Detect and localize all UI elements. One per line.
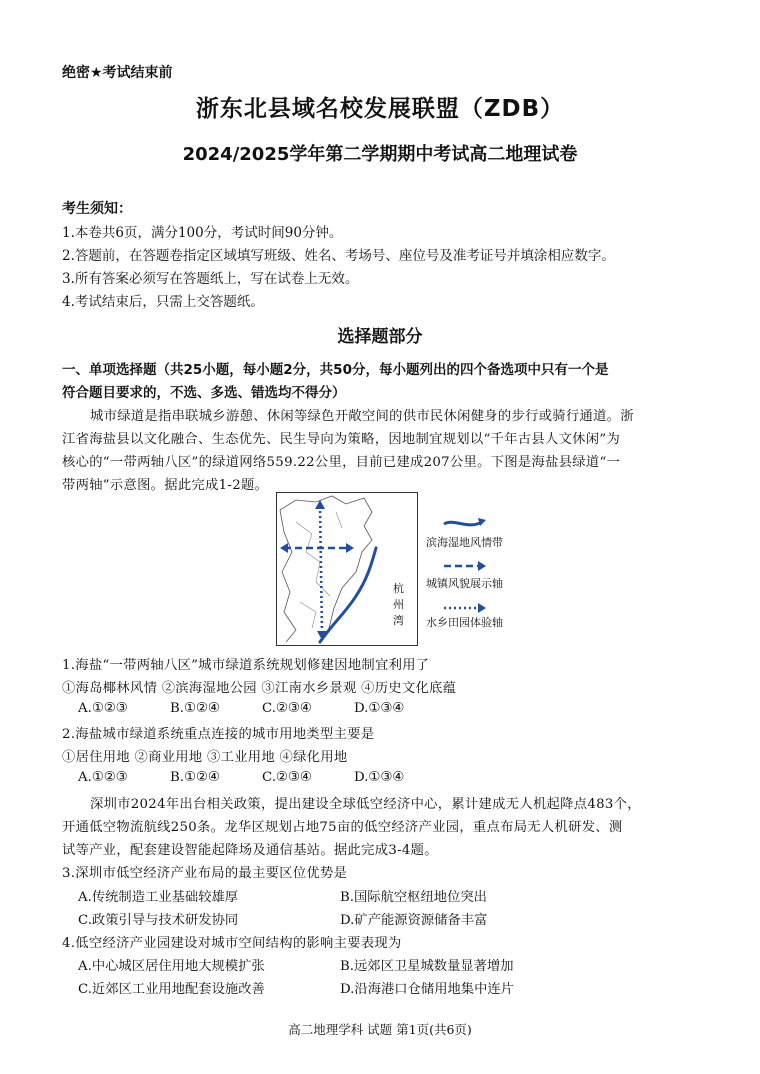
map-label: 杭 <box>393 582 404 595</box>
option-a: A.①②③ <box>78 770 128 785</box>
question-items: ①居住用地 ②商业用地 ③工业用地 ④绿化用地 <box>62 750 348 765</box>
passage-line: 开通低空物流航线250条。龙华区规划占地75亩的低空经济产业园，重点布局无人机研发、测 <box>62 820 623 835</box>
option-c: C.②③④ <box>262 701 312 716</box>
option-a: A.①②③ <box>78 701 128 716</box>
section-title: 选择题部分 <box>337 327 423 347</box>
exam-title: 浙东北县域名校发展联盟（ZDB） <box>195 96 565 122</box>
option-b: B.远郊区卫星城数量显著增加 <box>340 959 514 974</box>
passage-line: 带两轴”示意图。据此完成1-2题。 <box>62 478 269 493</box>
notes-title: 考生须知： <box>62 201 132 217</box>
page-footer: 高二地理学科 试题 第1页(共6页) <box>288 1022 472 1037</box>
confidential-label: 绝密★考试结束前 <box>62 65 173 81</box>
question-stem: 3.深圳市低空经济产业布局的最主要区位优势是 <box>62 866 348 881</box>
question-stem: 2.海盐城市绿道系统重点连接的城市用地类型主要是 <box>62 727 375 742</box>
note-item: 1.本卷共6页，满分100分，考试时间90分钟。 <box>62 225 343 241</box>
part-heading: 一、单项选择题（共25小题，每小题2分，共50分，每小题列出的四个备选项中只有一个是 <box>62 362 609 378</box>
option-c: C.②③④ <box>262 770 312 785</box>
passage-line: 核心的“一带两轴八区”的绿道网络559.22公里，目前已建成207公里。下图是海盐县绿道“一 <box>62 455 621 470</box>
passage-line: 试等产业，配套建设智能起降场及通信基站。据此完成3-4题。 <box>62 843 438 858</box>
part-heading: 符合题目要求的，不选、多选、错选均不得分） <box>62 385 346 401</box>
option-d: D.矿产能源资源储备丰富 <box>340 913 488 928</box>
legend-label: 滨海湿地风情带 <box>426 536 503 549</box>
note-item: 3.所有答案必须写在答题纸上，写在试卷上无效。 <box>62 271 359 287</box>
question-stem: 4.低空经济产业园建设对城市空间结构的影响主要表现为 <box>62 936 402 951</box>
question-items: ①海岛椰林风情 ②滨海湿地公园 ③江南水乡景观 ④历史文化底蕴 <box>62 681 457 696</box>
option-b: B.①②④ <box>170 770 220 785</box>
question-stem: 1.海盐“一带两轴八区”城市绿道系统规划修建因地制宜利用了 <box>62 658 430 673</box>
option-c: C.政策引导与技术研发协同 <box>78 913 239 928</box>
passage-line: 城市绿道是指串联城乡游憩、休闲等绿色开敞空间的供市民休闲健身的步行或骑行通道。浙 <box>90 409 634 424</box>
option-b: B.国际航空枢纽地位突出 <box>340 890 487 905</box>
exam-subtitle: 2024/2025学年第二学期期中考试高二地理试卷 <box>182 144 578 165</box>
map-label: 湾 <box>393 614 404 627</box>
legend-label: 城镇风貌展示轴 <box>426 577 503 590</box>
option-a: A.传统制造工业基础较雄厚 <box>78 890 239 905</box>
option-d: D.①③④ <box>354 701 405 716</box>
option-a: A.中心城区居住用地大规模扩张 <box>78 959 265 974</box>
legend-symbols <box>440 514 490 624</box>
note-item: 2.答题前，在答题卷指定区域填写班级、姓名、考场号、座位号及准考证号并填涂相应数字。 <box>62 248 615 264</box>
option-c: C.近郊区工业用地配套设施改善 <box>78 982 265 997</box>
note-item: 4.考试结束后，只需上交答题纸。 <box>62 294 264 310</box>
passage-line: 深圳市2024年出台相关政策，提出建设全球低空经济中心，累计建成无人机起降点483个， <box>90 797 641 812</box>
map-label: 州 <box>393 598 404 611</box>
option-d: D.①③④ <box>354 770 405 785</box>
legend-label: 水乡田园体验轴 <box>426 616 503 629</box>
passage-line: 江省海盐县以文化融合、生态优先、民生导向为策略，因地制宜规划以“千年古县人文休闲”为 <box>62 432 621 447</box>
option-d: D.沿海港口仓储用地集中连片 <box>340 982 514 997</box>
option-b: B.①②④ <box>170 701 220 716</box>
